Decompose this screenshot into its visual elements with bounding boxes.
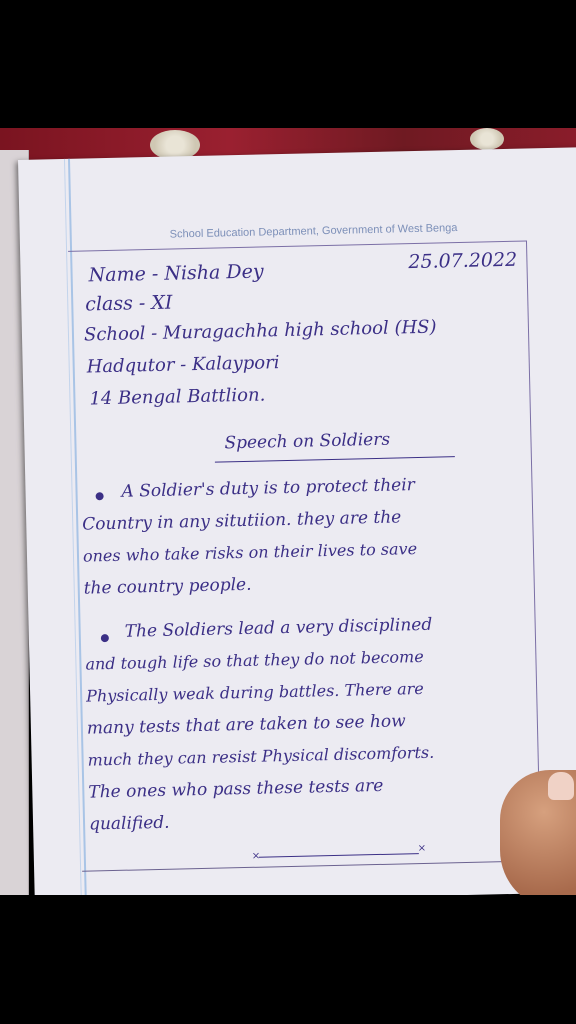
- para2-line: much they can resist Physical discomforts.: [87, 742, 435, 770]
- para2-line: The ones who pass these tests are: [88, 775, 384, 803]
- para2-line: and tough life so that they do not become: [85, 646, 424, 674]
- para2-line: many tests that are taken to see how: [86, 711, 406, 739]
- top-black-bar: [0, 0, 576, 130]
- end-mark-icon: ×: [417, 842, 427, 855]
- para1-line: ones who take risks on their lives to save: [82, 539, 418, 566]
- class-line: class - XI: [85, 291, 173, 316]
- fingernail: [548, 772, 574, 800]
- name-line: Name - Nisha Dey: [88, 260, 264, 287]
- para1-line: A Soldier's duty is to protect their: [121, 475, 416, 502]
- para2-line: Physically weak during battles. There are: [85, 678, 424, 706]
- bottom-black-bar: [0, 895, 576, 1024]
- para2-line: The Soldiers lead a very disciplined: [124, 614, 433, 642]
- photo-scene: [0, 130, 576, 895]
- notebook-page: [18, 147, 576, 895]
- battalion-line: 14 Bengal Battlion.: [89, 384, 266, 410]
- para2-line: qualified.: [88, 812, 170, 835]
- headquarter-line: Hadqutor - Kalaypori: [86, 352, 280, 378]
- para1-line: the country people.: [83, 574, 252, 599]
- para1-line: Country in any situtiion. they are the: [82, 507, 402, 535]
- date: 25.07.2022: [408, 248, 518, 274]
- speech-title: Speech on Soldiers: [224, 429, 391, 454]
- end-mark-icon: ×: [251, 850, 261, 862]
- school-line: School - Muragachha high school (HS): [83, 316, 437, 346]
- page-header: School Education Department, Government of West Benga: [169, 222, 458, 241]
